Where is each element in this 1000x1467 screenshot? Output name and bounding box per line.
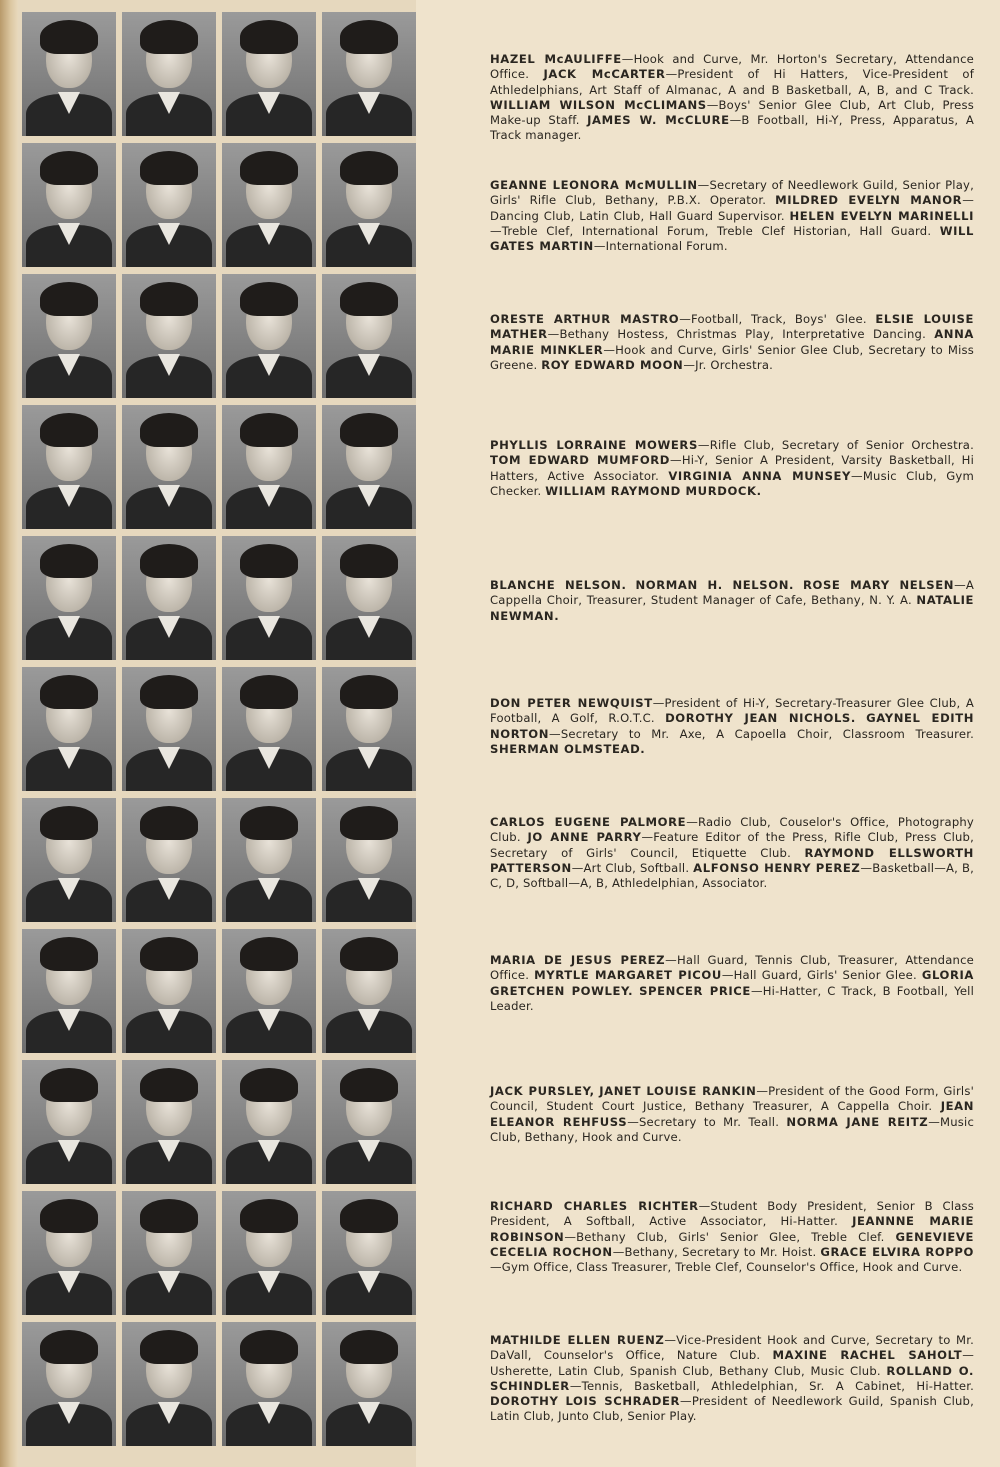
student-activities: —Music Club, Gym Checker. [490, 468, 974, 498]
student-name: JACK PURSLEY, [490, 1084, 595, 1098]
student-name: ROLLAND O. SCHINDLER [490, 1363, 974, 1393]
student-activities: —Basketball—A, B, C, D, Softball—A, B, Athledelphian, Associator. [490, 860, 975, 891]
student-activities: —Rifle Club, Secretary of Senior Orchestra. [697, 438, 975, 452]
student-caption-block [490, 1199, 974, 1275]
student-activities: —President of the Good Form, Girls' Council, Student Court Justice, Bethany Treasurer, A Cappella Choir. [490, 1084, 974, 1114]
student-portrait [222, 1060, 316, 1184]
student-activities: —Hook and Curve, Mr. Horton's Secretary, Attendance Office. [490, 52, 974, 82]
student-name: WILL GATES MARTIN [490, 223, 974, 254]
student-name: WILLIAM WILSON McCLIMANS [490, 97, 707, 112]
student-portrait [322, 536, 416, 660]
student-portrait [222, 798, 316, 922]
student-name: JEANNNE MARIE ROBINSON [490, 1214, 975, 1244]
student-name: MAXINE RACHEL SAHOLT [772, 1348, 963, 1363]
portrait-grid [22, 10, 416, 1451]
student-portrait [22, 536, 116, 660]
student-name: SHERMAN OLMSTEAD. [490, 741, 646, 756]
portrait-row [22, 1058, 416, 1189]
student-name: GLORIA GRETCHEN POWLEY. [490, 968, 975, 998]
student-name: ALFONSO HENRY PEREZ [693, 860, 861, 875]
student-caption-block [490, 578, 974, 624]
student-activities: —Jr. Orchestra. [683, 357, 774, 372]
student-portrait [22, 274, 116, 398]
student-portrait [122, 405, 216, 529]
student-activities: —Gym Office, Class Treasurer, Treble Clef, Counselor's Office, Hook and Curve. [490, 1260, 963, 1275]
student-name: MARIA DE JESUS PEREZ [490, 953, 666, 967]
student-portrait [22, 1191, 116, 1315]
student-name: JAMES W. McCLURE [587, 113, 730, 128]
student-name: MILDRED EVELYN MANOR [775, 193, 963, 208]
student-name: JO ANNE PARRY [527, 830, 642, 845]
student-portrait [22, 1322, 116, 1446]
student-portrait [122, 798, 216, 922]
student-activities: —Art Club, Softball. [571, 860, 690, 875]
student-portrait [22, 929, 116, 1053]
student-activities: —Hook and Curve, Girls' Senior Glee Club, Secretary to Miss Greene. [490, 342, 974, 372]
student-portrait [222, 1191, 316, 1315]
student-activities: —Boys' Senior Glee Club, Art Club, Press Make-up Staff. [490, 97, 974, 128]
student-activities: —Hi-Hatter, C Track, B Football, Yell Leader. [490, 983, 974, 1013]
portrait-row [22, 927, 416, 1058]
student-portrait [122, 12, 216, 136]
student-portrait [22, 667, 116, 791]
student-portrait [322, 405, 416, 529]
student-name: NORMA JANE REITZ [786, 1114, 929, 1129]
student-name: NORMAN H. NELSON. [635, 578, 795, 592]
student-caption-block [490, 312, 974, 373]
student-name: VIRGINIA ANNA MUNSEY [668, 468, 852, 483]
student-name: SPENCER PRICE [639, 983, 751, 998]
student-activities: —Feature Editor of the Press, Rifle Club, Press Club, Secretary of Girls' Council, Etiquette Club. [490, 830, 974, 860]
student-portrait [22, 798, 116, 922]
portrait-row [22, 10, 416, 141]
student-activities: —Tennis, Basketball, Athledelphian, Sr. A Cabinet, Hi-Hatter. [569, 1378, 974, 1393]
student-activities: —A Cappella Choir, Treasurer, Student Manager of Cafe, Bethany, N. Y. A. [490, 578, 974, 608]
portrait-row [22, 534, 416, 665]
student-activities: —Hall Guard, Tennis Club, Treasurer, Attendance Office. [490, 953, 974, 983]
student-activities: —International Forum. [593, 239, 728, 254]
student-portrait [122, 274, 216, 398]
portrait-row [22, 665, 416, 796]
student-portrait [322, 1191, 416, 1315]
student-name: MATHILDE ELLEN RUENZ [490, 1333, 665, 1347]
student-name: WILLIAM RAYMOND MURDOCK. [545, 483, 762, 498]
student-portrait [22, 12, 116, 136]
student-caption-block [490, 1084, 974, 1145]
student-activities: —Radio Club, Couselor's Office, Photography Club. [490, 815, 974, 845]
student-name: NATALIE NEWMAN. [490, 593, 974, 623]
student-name: GEANNE LEONORA McMULLIN [490, 178, 698, 192]
student-name: DON PETER NEWQUIST [490, 696, 653, 710]
student-caption-block [490, 815, 974, 891]
student-portrait [322, 143, 416, 267]
student-portrait [122, 1060, 216, 1184]
student-name: HELEN EVELYN MARINELLI [789, 208, 975, 223]
student-portrait [222, 12, 316, 136]
student-name: PHYLLIS LORRAINE MOWERS [490, 438, 698, 452]
portrait-row [22, 272, 416, 403]
student-name: MYRTLE MARGARET PICOU [534, 968, 722, 983]
student-portrait [22, 143, 116, 267]
student-name: ROY EDWARD MOON [541, 357, 684, 372]
student-name: DOROTHY JEAN NICHOLS. [665, 711, 856, 726]
student-portrait [322, 274, 416, 398]
student-caption-block [490, 178, 974, 254]
student-portrait [22, 1060, 116, 1184]
student-name: ORESTE ARTHUR MASTRO [490, 312, 680, 326]
student-portrait [122, 143, 216, 267]
student-activities: —President of Hi-Y, Secretary-Treasurer Glee Club, A Football, A Golf, R.O.T.C. [490, 696, 975, 726]
student-activities: —Football, Track, Boys' Glee. [679, 312, 867, 326]
student-name: GAYNEL EDITH NORTON [490, 711, 975, 741]
student-activities: —Dancing Club, Latin Club, Hall Guard Supervisor. [490, 193, 974, 223]
student-portrait [222, 536, 316, 660]
student-name: RICHARD CHARLES RICHTER [490, 1199, 699, 1213]
student-caption-block [490, 953, 974, 1014]
student-activities: —Music Club, Bethany, Hook and Curve. [490, 1114, 975, 1144]
student-name: BLANCHE NELSON. [490, 578, 627, 592]
student-portrait [222, 1322, 316, 1446]
student-activities: —B Football, Hi-Y, Press, Apparatus, A Track manager. [490, 113, 974, 143]
student-portrait [22, 405, 116, 529]
student-portrait [222, 143, 316, 267]
student-activities: —Bethany Club, Girls' Senior Glee, Treble Clef. [564, 1229, 885, 1244]
student-caption-block [490, 438, 974, 499]
student-portrait [322, 667, 416, 791]
student-portrait [222, 405, 316, 529]
student-name: ANNA MARIE MINKLER [490, 327, 974, 357]
student-portrait [222, 667, 316, 791]
portrait-row [22, 1189, 416, 1320]
student-portrait [322, 929, 416, 1053]
student-portrait [222, 274, 316, 398]
student-name: JEAN ELEANOR REHFUSS [490, 1099, 974, 1129]
student-caption-block [490, 696, 974, 757]
student-activities: —Hi-Y, Senior A President, Varsity Basketball, Hi Hatters, Active Associator. [490, 453, 974, 483]
student-activities: —Usherette, Latin Club, Spanish Club, Bethany Club, Music Club. [490, 1348, 974, 1378]
student-activities: —President of Hi Hatters, Vice-President of Athledelphians, Art Staff of Almanac, A and B Basketball, A, B, and C Track. [490, 67, 975, 97]
student-name: TOM EDWARD MUMFORD [490, 453, 671, 468]
student-activities: —President of Needlework Guild, Spanish Club, Latin Club, Junto Club, Senior Play. [490, 1394, 975, 1424]
student-portrait [122, 536, 216, 660]
student-portrait [322, 12, 416, 136]
portrait-row [22, 141, 416, 272]
student-name: GENEVIEVE CECELIA ROCHON [490, 1229, 974, 1259]
student-name: CARLOS EUGENE PALMORE [490, 815, 687, 829]
student-activities: —Vice-President Hook and Curve, Secretary to Mr. DaVall, Counselor's Office, Nature Club. [490, 1333, 974, 1363]
student-activities: —Student Body President, Senior B Class President, A Softball, Active Associator, Hi-Hatter. [490, 1199, 975, 1229]
portrait-row [22, 1320, 416, 1451]
student-portrait [122, 1191, 216, 1315]
student-name: HAZEL McAULIFFE [490, 52, 622, 66]
student-activities: —Treble Clef, International Forum, Treble Clef Historian, Hall Guard. [490, 223, 932, 238]
portrait-row [22, 796, 416, 927]
student-portrait [322, 798, 416, 922]
student-activities: —Secretary of Needlework Guild, Senior Play, Girls' Rifle Club, Bethany, P.B.X. Operator. [490, 178, 974, 208]
student-activities: —Bethany Hostess, Christmas Play, Interpretative Dancing. [547, 327, 926, 342]
student-caption-block [490, 1333, 974, 1425]
student-name: JANET LOUISE RANKIN [599, 1084, 757, 1098]
student-activities: —Hall Guard, Girls' Senior Glee. [721, 968, 917, 983]
student-activities: —Bethany, Secretary to Mr. Hoist. [612, 1244, 817, 1259]
student-portrait [222, 929, 316, 1053]
student-name: JACK McCARTER [543, 67, 666, 82]
student-portrait [122, 929, 216, 1053]
student-name: ELSIE LOUISE MATHER [490, 312, 974, 342]
portrait-row [22, 403, 416, 534]
student-caption-block [490, 52, 974, 144]
student-portrait [122, 667, 216, 791]
student-name: GRACE ELVIRA ROPPO [820, 1244, 974, 1259]
student-activities: —Secretary to Mr. Axe, A Capoella Choir, Classroom Treasurer. [549, 726, 974, 741]
student-portrait [322, 1060, 416, 1184]
student-name: DOROTHY LOIS SCHRADER [490, 1394, 681, 1409]
student-name: RAYMOND ELLSWORTH PATTERSON [490, 845, 974, 875]
student-name: ROSE MARY NELSEN [802, 578, 955, 592]
student-activities: —Secretary to Mr. Teall. [627, 1114, 780, 1129]
student-portrait [322, 1322, 416, 1446]
photo-column [18, 0, 416, 1467]
page-binding-edge [0, 0, 18, 1467]
student-portrait [122, 1322, 216, 1446]
